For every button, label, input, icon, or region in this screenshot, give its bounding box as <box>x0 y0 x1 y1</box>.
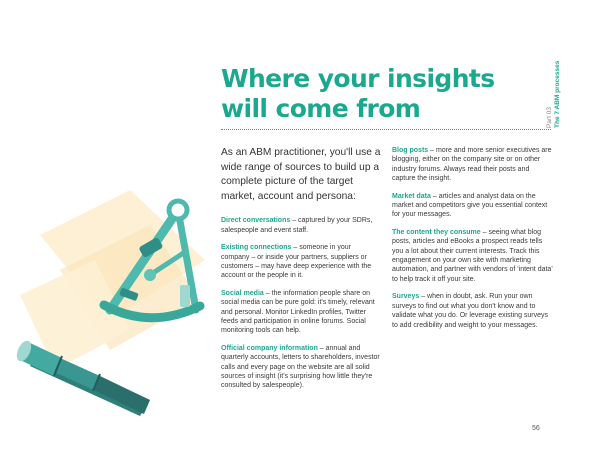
source-keyword: Existing connections <box>221 244 292 252</box>
sextant-telescope-illustration <box>0 180 215 420</box>
source-description: – someone in your company – or inside your partners, suppliers or customers – may have deep experience with the account or the people in it. <box>221 244 372 280</box>
source-item <box>221 344 381 391</box>
source-item <box>392 146 554 184</box>
title-line-2: will come from <box>221 94 421 123</box>
source-keyword: Official company information <box>221 344 318 352</box>
section-title-label: The 7 ABM processes <box>554 60 561 128</box>
part-label: Part 03 <box>546 107 553 128</box>
source-description: – the information people share on social media can be pure gold: it's timely, relevant and personal. Monitor LinkedIn profiles, Twitter feeds and participation in online forums. Social monitoring tools can help. <box>221 289 375 335</box>
source-item <box>392 292 554 330</box>
intro-paragraph: As an ABM practitioner, you'll use a wide range of sources to build up a complete picture of the target market, account and persona: <box>221 147 381 202</box>
source-keyword: Direct conversations <box>221 217 291 225</box>
source-item <box>221 216 381 235</box>
source-keyword: Market data <box>392 192 431 200</box>
left-column <box>221 146 381 399</box>
section-label <box>488 58 561 128</box>
source-item <box>392 228 554 284</box>
source-description: – more and more senior executives are blogging, either on the company site or on other industry forums. Always read their posts and capture the insight. <box>392 147 552 183</box>
source-keyword: The content they consume <box>392 228 481 236</box>
source-item <box>392 192 554 220</box>
page-title <box>221 64 495 124</box>
source-description: – captured by your SDRs, salespeople and event staff. <box>221 217 373 234</box>
page-number: 56 <box>532 425 540 432</box>
source-keyword: Surveys <box>392 293 420 301</box>
source-item <box>221 243 381 281</box>
source-description: – when in doubt, ask. Run your own surveys to find out what you don't know and to validate what you do. Or leverage existing surveys to add credibility and weight to your messages. <box>392 293 549 329</box>
source-description: – articles and analyst data on the market and competitors give you essential context for your messages. <box>392 192 548 219</box>
source-keyword: Blog posts <box>392 147 429 154</box>
dotted-divider <box>221 129 551 130</box>
right-column <box>392 146 554 338</box>
source-item <box>221 289 381 336</box>
source-keyword: Social media <box>221 289 264 297</box>
source-description: – annual and quarterly accounts, letters to shareholders, investor calls and every page on the website are all solid sources of insight (it's surprising how little they're consulted by salespeople). <box>221 344 380 390</box>
title-line-1: Where your insights <box>221 64 495 93</box>
source-description: – seeing what blog posts, articles and eBooks a prospect reads tells you a lot about their current interests. Track this engagement on your own site with marketing automation, and partner with vendors of 'intent data' to help track it off your site. <box>392 228 553 283</box>
